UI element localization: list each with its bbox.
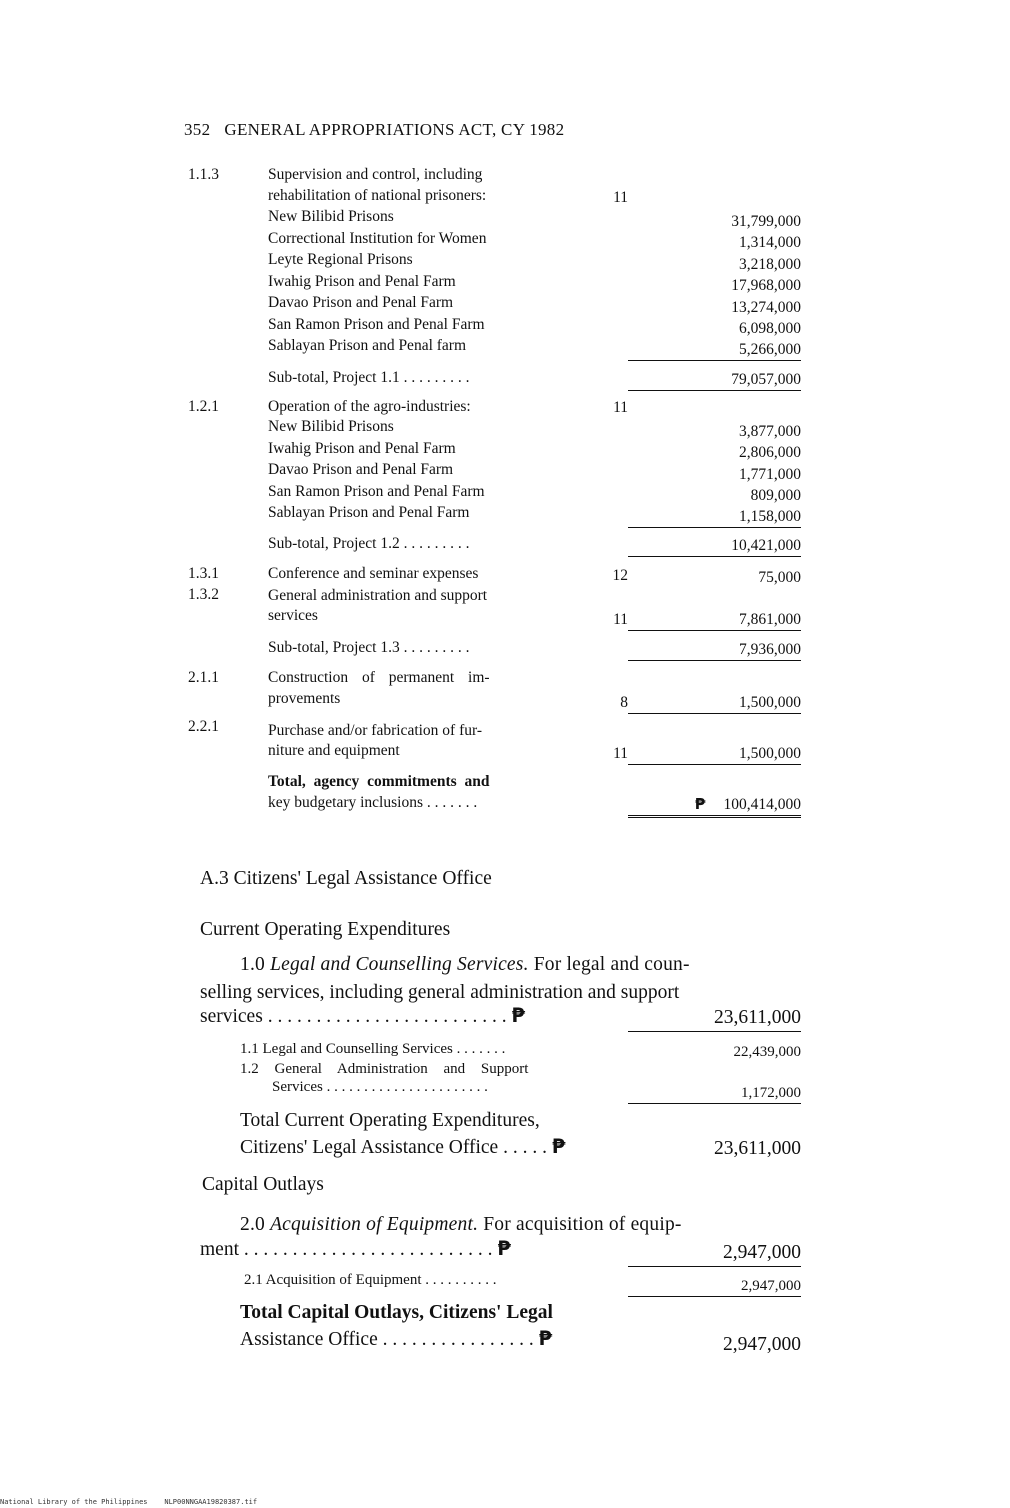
item-description: Supervision and control, including (268, 166, 483, 183)
paragraph-amount: 2,947,000 (628, 1240, 801, 1267)
subtotal-label: Sub-total, Project 1.3 . . . . . . . . . (268, 639, 470, 656)
reference-number: 11 (613, 399, 628, 416)
item-code: 1.2.1 (188, 398, 219, 415)
list-item-name: New Bilibid Prisons (268, 418, 394, 435)
list-item-amount: 809,000 (750, 487, 801, 504)
list-item-name: Leyte Regional Prisons (268, 251, 413, 268)
item-description: Purchase and/or fabrication of fur- (268, 722, 483, 739)
total-amount: ₱ 100,414,000 (628, 794, 801, 818)
paragraph-line: 1.0 Legal and Counselling Services. For legal and coun- (240, 954, 690, 975)
list-item-name: Sablayan Prison and Penal farm (268, 337, 467, 354)
reference-number: 11 (613, 189, 628, 206)
paragraph-amount: 23,611,000 (628, 1005, 801, 1032)
sub-item-label: 1.2 General Administration and Support (240, 1061, 529, 1077)
total-current-label: Citizens' Legal Assistance Office . . . . . ₱ (240, 1135, 566, 1158)
section-title: A.3 Citizens' Legal Assistance Office (200, 868, 492, 889)
list-item-amount: 1,314,000 (739, 234, 801, 251)
subtotal-amount: 79,057,000 (628, 369, 801, 391)
list-item-amount: 13,274,000 (731, 299, 801, 316)
list-item-name: Correctional Institution for Women (268, 230, 487, 247)
subtotal-amount: 7,936,000 (628, 639, 801, 661)
item-description: rehabilitation of national prisoners: (268, 187, 487, 204)
page-number: 352 (184, 120, 211, 139)
peso-sign-icon: ₱ (497, 1237, 511, 1260)
item-code: 1.3.1 (188, 565, 219, 582)
library-name: National Library of the Philippines (0, 1498, 148, 1506)
section-heading: Capital Outlays (202, 1174, 324, 1195)
list-item-name: Davao Prison and Penal Farm (268, 294, 454, 311)
paragraph-line: selling services, including general administration and support (200, 982, 680, 1003)
total-capital-label: Assistance Office . . . . . . . . . . . . . . . . ₱ (240, 1327, 553, 1350)
reference-number: 12 (612, 567, 628, 584)
item-code: 1.3.2 (188, 586, 219, 603)
item-amount: 75,000 (758, 569, 801, 586)
item-amount: 1,500,000 (628, 743, 801, 765)
total-current-amount: 23,611,000 (713, 1138, 801, 1159)
subtotal-label: Sub-total, Project 1.2 . . . . . . . . . (268, 535, 470, 552)
item-amount: 1,500,000 (628, 692, 801, 714)
list-item-name: San Ramon Prison and Penal Farm (268, 483, 485, 500)
item-code: 2.2.1 (188, 718, 219, 735)
item-description: General administration and support (268, 587, 488, 604)
reference-number: 8 (620, 694, 628, 711)
list-item-amount: 1,771,000 (739, 466, 801, 483)
peso-sign-icon: ₱ (694, 795, 706, 813)
list-item-amount: 31,799,000 (731, 213, 801, 230)
total-current-label: Total Current Operating Expenditures, (240, 1110, 540, 1131)
list-item-name: Iwahig Prison and Penal Farm (268, 440, 456, 457)
scan-footer (0, 1498, 257, 1506)
subtotal-label: Sub-total, Project 1.1 . . . . . . . . . (268, 369, 470, 386)
item-description: services (268, 607, 318, 624)
sub-item-amount: 22,439,000 (733, 1044, 801, 1060)
sub-item-label: 1.1 Legal and Counselling Services . . . . . . . (240, 1041, 506, 1057)
item-description: Construction of permanent im- (268, 669, 490, 686)
item-description: provements (268, 690, 341, 707)
list-item-name: Iwahig Prison and Penal Farm (268, 273, 456, 290)
list-item-amount: 5,266,000 (628, 339, 801, 361)
section-heading: Current Operating Expenditures (200, 919, 451, 940)
list-item-amount: 3,877,000 (739, 423, 801, 440)
paragraph-line: ment . . . . . . . . . . . . . . . . . . . . . . . . . . ₱ (200, 1237, 511, 1260)
page-header (184, 120, 564, 140)
list-item-amount: 17,968,000 (731, 277, 801, 294)
page-title: GENERAL APPROPRIATIONS ACT, CY 1982 (224, 120, 565, 139)
item-amount: 7,861,000 (628, 609, 801, 631)
sub-item-amount: 1,172,000 (628, 1083, 801, 1104)
total-capital-label: Total Capital Outlays, Citizens' Legal (240, 1302, 553, 1323)
item-description: Operation of the agro-industries: (268, 398, 471, 415)
sub-item-amount: 2,947,000 (628, 1276, 801, 1297)
peso-sign-icon: ₱ (538, 1327, 553, 1350)
list-item-name: New Bilibid Prisons (268, 208, 394, 225)
paragraph-line: 2.0 Acquisition of Equipment. For acquisition of equip- (240, 1214, 682, 1235)
peso-sign-icon: ₱ (511, 1004, 526, 1027)
paragraph-line: services . . . . . . . . . . . . . . . . . . . . . . . . . ₱ (200, 1004, 526, 1027)
list-item-amount: 1,158,000 (628, 506, 801, 528)
item-description: niture and equipment (268, 742, 400, 759)
sub-item-label: Services . . . . . . . . . . . . . . . . . . . . . . (272, 1079, 488, 1095)
file-id: NLP00NNGAA19820387.tif (164, 1498, 258, 1506)
peso-sign-icon: ₱ (551, 1135, 566, 1158)
subtotal-amount: 10,421,000 (628, 535, 801, 557)
item-code: 1.1.3 (188, 166, 219, 183)
list-item-amount: 2,806,000 (739, 444, 801, 461)
reference-number: 11 (613, 611, 628, 628)
total-capital-amount: 2,947,000 (723, 1334, 801, 1355)
sub-item-label: 2.1 Acquisition of Equipment . . . . . . . . . . (244, 1272, 497, 1288)
list-item-amount: 3,218,000 (739, 256, 801, 273)
list-item-amount: 6,098,000 (739, 320, 801, 337)
list-item-name: San Ramon Prison and Penal Farm (268, 316, 485, 333)
total-label: key budgetary inclusions . . . . . . . (268, 794, 478, 811)
list-item-name: Sablayan Prison and Penal Farm (268, 504, 470, 521)
item-description: Conference and seminar expenses (268, 565, 479, 582)
list-item-name: Davao Prison and Penal Farm (268, 461, 454, 478)
reference-number: 11 (613, 745, 628, 762)
total-label: Total, agency commitments and (268, 773, 490, 790)
item-code: 2.1.1 (188, 669, 219, 686)
